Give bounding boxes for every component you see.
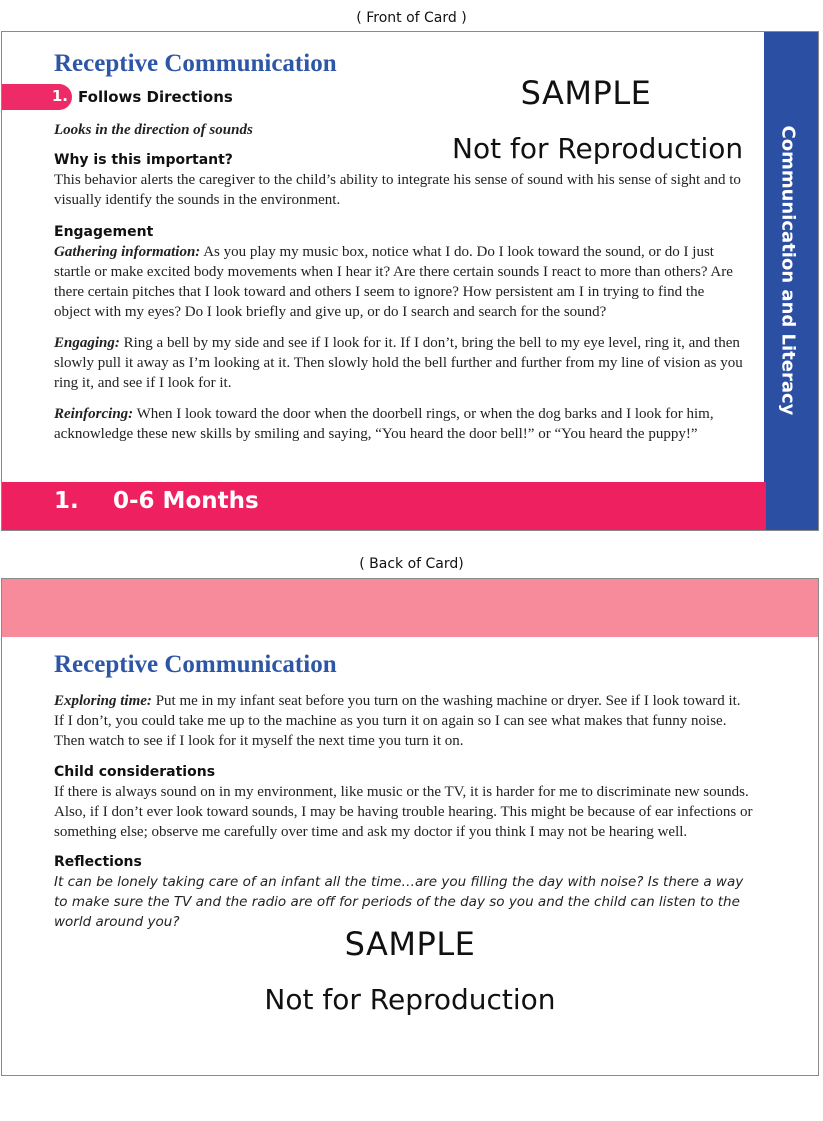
- exploring-paragraph: [54, 691, 754, 751]
- reflections-text: It can be lonely taking care of an infant all the time…are you filling the day with noise? Is there a way to make sure the TV and the radio are off for periods of the day so you and the child can listen to the world around you?: [54, 874, 744, 930]
- item-title: Follows Directions: [78, 88, 233, 106]
- engagement-heading: Engagement: [54, 224, 154, 240]
- front-content: [54, 120, 744, 444]
- back-watermark-notice: Not for Reproduction: [264, 983, 556, 1016]
- front-watermark-sample: SAMPLE: [520, 74, 652, 112]
- reinforcing-text: When I look toward the door when the doorbell rings, or when the dog barks and I look for him, acknowledge these new skills by smiling and saying, “You heard the door bell!” or “You heard the puppy!”: [54, 406, 714, 442]
- front-watermark-notice: Not for Reproduction: [452, 132, 744, 165]
- why-heading: Why is this important?: [54, 152, 233, 168]
- reinforcing-label: Reinforcing:: [54, 406, 134, 422]
- gathering-text: As you play my music box, notice what I do. Do I look toward the sound, or do I just startle or make excited body movements when I hear it? Are there certain sounds I react to more than others? Are there certain pitches that I look toward and others I seem to ignore? How persistent am I in trying to find the object with my eyes? Do I look briefly and give up, or do I search and search for the sound?: [54, 244, 733, 320]
- front-card: [1, 31, 819, 531]
- gathering-label: Gathering information:: [54, 244, 201, 260]
- back-caption: ( Back of Card): [359, 556, 464, 572]
- back-card: [1, 578, 819, 1076]
- front-caption: ( Front of Card ): [356, 10, 467, 26]
- footer-age-range: 0-6 Months: [113, 488, 259, 514]
- back-card-title: Receptive Communication: [54, 651, 337, 678]
- item-number: 1.: [51, 87, 68, 105]
- engaging-paragraph: [54, 333, 744, 393]
- gathering-paragraph: [54, 242, 744, 322]
- age-footer-bar: [2, 482, 766, 530]
- back-top-band: [2, 579, 818, 637]
- back-watermark-sample: SAMPLE: [344, 925, 476, 963]
- reinforcing-paragraph: [54, 404, 744, 444]
- exploring-label: Exploring time:: [54, 693, 152, 709]
- engaging-label: Engaging:: [54, 335, 120, 351]
- item-subtitle: Looks in the direction of sounds: [54, 122, 253, 138]
- domain-side-strip: [764, 32, 818, 530]
- domain-side-label: Communication and Literacy: [777, 125, 799, 416]
- engaging-text: Ring a bell by my side and see if I look for it. If I don’t, bring the bell to my eye level, ring it, and then slowly pull it away as I’m looking at it. Then slowly hold the bell further and further from my line of vision as you ring it, and see if I look for it.: [54, 335, 743, 391]
- child-considerations-heading: Child considerations: [54, 764, 216, 780]
- exploring-text: Put me in my infant seat before you turn on the washing machine or dryer. See if I look toward it. If I don’t, you could take me up to the machine as you turn it on again so I can see what makes that funny noise. Then watch to see if I look for it myself the next time you turn it on.: [54, 693, 741, 749]
- item-number-tab: [2, 84, 72, 110]
- reflections-heading: Reflections: [54, 854, 142, 870]
- footer-number: 1.: [54, 488, 79, 514]
- why-text: This behavior alerts the caregiver to the child’s ability to integrate his sense of sound with his sense of sight and to visually identify the sounds in the environment.: [54, 172, 741, 208]
- child-considerations-text: If there is always sound on in my environment, like music or the TV, it is harder for me to discriminate new sounds. Also, if I don’t ever look toward sounds, I may be having trouble hearing. This might be because of ear infections or something else; observe me carefully over time and ask my doctor if you think I may not be hearing well.: [54, 784, 753, 840]
- back-content: [54, 691, 754, 932]
- front-card-title: Receptive Communication: [54, 50, 337, 77]
